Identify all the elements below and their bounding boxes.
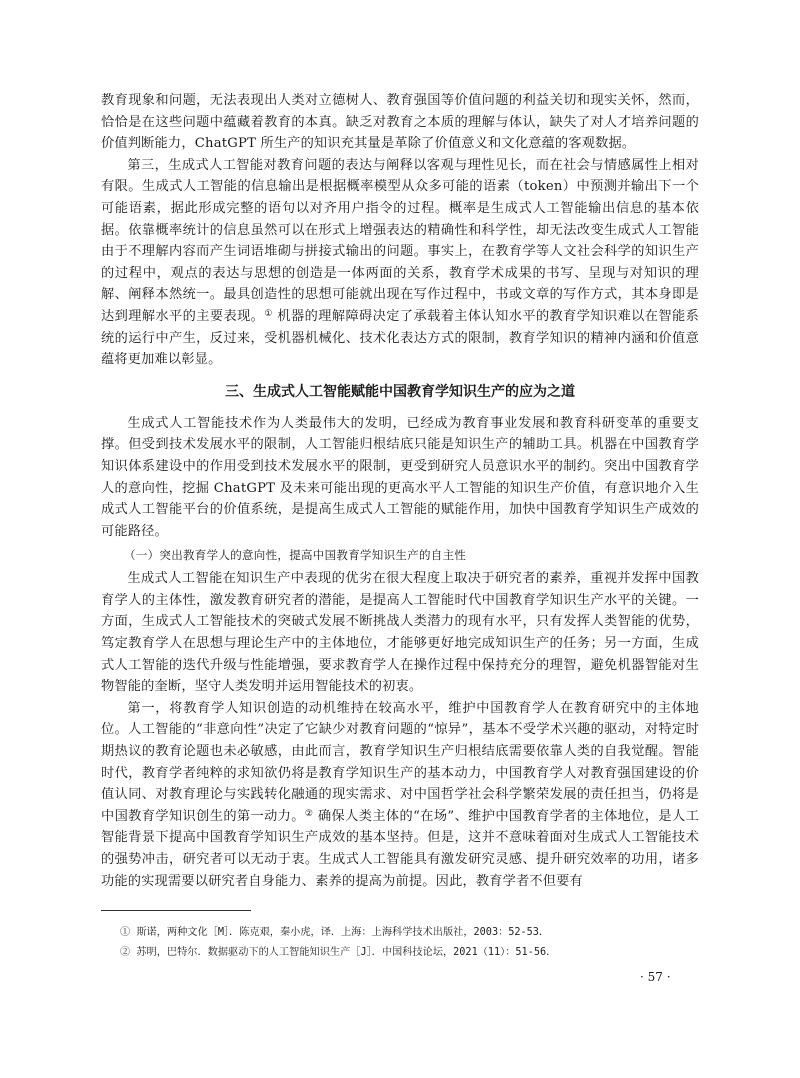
footnotes [120, 923, 700, 963]
footnote-ref-2[interactable]: ② [304, 808, 314, 819]
section-heading: 三、生成式人工智能赋能中国教育学知识生产的应为之道 [225, 383, 575, 400]
footnote-2: ② 苏明，巴特尔．数据驱动下的人工智能知识生产［J］．中国科技论坛，2021（11）：51-56． [120, 947, 557, 958]
paragraph-continuation: 教育现象和问题，无法表现出人类对立德树人、教育强国等价值问题的利益关切和现实关怀，然而，恰恰是在这些问题中蕴藏着教育的本真。缺乏对教育之本质的理解与体认，缺失了对人才培养问题的价值判断能力，ChatGPT 所生产的知识充其量是革除了价值意义和文化意蕴的客观数据。 [101, 93, 699, 152]
paragraph-first-point [101, 698, 699, 892]
footnote-divider [101, 910, 251, 911]
paragraph-text: 机器的理解障碍决定了承载着主体认知水平的教育学知识难以在智能系统的运行中产生，反过来，受机器机械化、技术化表达方式的限制，教育学知识的精神内涵和价值意蕴将更加难以彰显。 [101, 308, 700, 368]
paragraph-text: 第三，生成式人工智能对教育问题的表达与阐释以客观与理性见长，而在社会与情感属性上相对有限。生成式人工智能的信息输出是根据概率模型从众多可能的语素（token）中预测并输出下一个可能语素，据此形成完整的语句以对齐用户指令的过程。概率是生成式人工智能输出信息的基本依据。依靠概率统计的信息虽然可以在形式上增强表达的精确性和科学性，却无法改变生成式人工智能由于不理解内容而产生词语堆砌与拼接式输出的问题。事实上，在教育学等人文社会科学的知识生产的过程中，观点的表达与思想的创造是一体两面的关系，教育学术成果的书写、呈现与对知识的理解、阐释本然统一。最具创造性的思想可能就出现在写作过程中，书或文章的写作方式，其本身即是达到理解水平的主要表现。 [101, 157, 699, 324]
paragraph-third-point [101, 155, 699, 371]
paragraph-text: 第一，将教育学人知识创造的动机维持在较高水平，维护中国教育学人在教育研究中的主体地位。人工智能的“非意向性”决定了它缺少对教育问题的“惊异”，基本不受学术兴趣的驱动，对特定时期热议的教育论题也未必敏感，由此而言，教育学知识生产归根结底需要依靠人类的自我觉醒。智能时代，教育学者纯粹的求知欲仍将是教育学知识生产的基本动力，中国教育学人对教育强国建设的价值认同、对教育理论与实践转化融通的现实需求、对中国哲学社会科学繁荣发展的责任担当，仍将是中国教育学知识创生的第一动力。 [101, 700, 699, 824]
article-body [101, 90, 699, 892]
paragraph-text: 确保人类主体的“在场”、维护中国教育学者的主体地位，是人工智能背景下提高中国教育学知识生产成效的基本坚持。但是，这并不意味着面对生成式人工智能技术的强势冲击，研究者可以无动于衷。生成式人工智能具有激发研究灵感、提升研究效率的功用，诸多功能的实现需要以研究者自身能力、素养的提高为前提。因此，教育学者不但要有 [101, 808, 699, 889]
footnote-1: ① 斯诺，两种文化［M］．陈克艰，秦小虎，译．上海：上海科学技术出版社，2003：52-53． [120, 927, 550, 938]
footnote-ref-1[interactable]: ① [264, 308, 273, 319]
paragraph-subsection-intro: 生成式人工智能在知识生产中表现的优劣在很大程度上取决于研究者的素养，重视并发挥中国教育学人的主体性，激发教育研究者的潜能，是提高人工智能时代中国教育学知识生产水平的关键。一方面，生成式人工智能技术的突破式发展不断挑战人类潜力的现有水平，只有发挥人类智能的优势，笃定教育学人在思想与理论生产中的主体地位，才能够更好地完成知识生产的任务；另一方面，生成式人工智能的迭代升级与性能增强，要求教育学人在操作过程中保持充分的理智，避免机器智能对生物智能的奎断，坚守人类发明并运用智能技术的初衷。 [101, 571, 699, 695]
page-number: · 57 · [640, 970, 671, 984]
paragraph-section-intro: 生成式人工智能技术作为人类最伟大的发明，已经成为教育事业发展和教育科研变革的重要支撑。但受到技术发展水平的限制，人工智能归根结底只能是知识生产的辅助工具。机器在中国教育学知识体系建设中的作用受到技术发展水平的限制，更受到研究人员意识水平的制约。突出中国教育学人的意向性，挖掘 ChatGPT 及未来可能出现的更高水平人工智能的知识生产价值，有意识地介入生成式人工智能平台的价值系统，是提高生成式人工智能的赋能作用，加快中国教育学知识生产成效的可能路径。 [101, 415, 699, 539]
subsection-heading: （一）突出教育学人的意向性，提高中国教育学知识生产的自主性 [124, 548, 467, 563]
